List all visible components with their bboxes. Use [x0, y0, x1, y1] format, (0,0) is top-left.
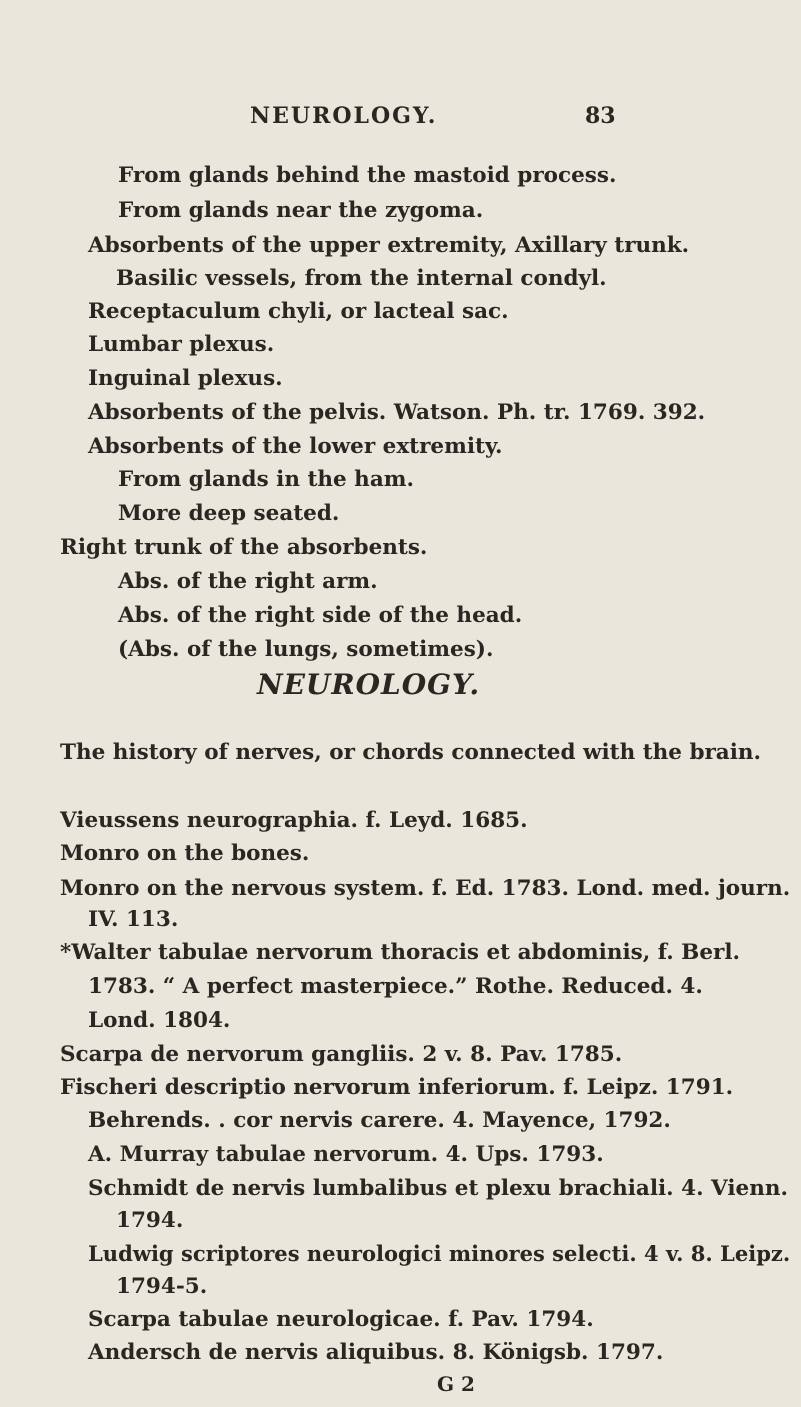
list-item: Lond. 1804.: [88, 1008, 231, 1033]
list-item: Inguinal plexus.: [88, 366, 283, 391]
list-item: Absorbents of the upper extremity, Axillary trunk.: [88, 233, 690, 258]
list-item: From glands in the ham.: [118, 467, 414, 492]
list-item: Abs. of the right arm.: [118, 569, 378, 594]
list-item: From glands behind the mastoid process.: [118, 163, 617, 188]
list-item: Behrends. . cor nervis carere. 4. Mayence, 1792.: [88, 1108, 671, 1133]
list-item: From glands near the zygoma.: [118, 198, 484, 223]
list-item: Absorbents of the pelvis. Watson. Ph. tr. 1769. 392.: [88, 400, 706, 425]
list-item: Abs. of the right side of the head.: [118, 603, 523, 628]
page-number: 83: [585, 103, 616, 129]
list-item: 1783. “ A perfect masterpiece.” Rothe. Reduced. 4.: [88, 974, 703, 999]
list-item: More deep seated.: [118, 501, 340, 526]
list-item: Schmidt de nervis lumbalibus et plexu brachiali. 4. Vienn.: [88, 1176, 788, 1201]
list-item: Fischeri descriptio nervorum inferiorum. f. Leipz. 1791.: [60, 1075, 734, 1100]
list-item: *Walter tabulae nervorum thoracis et abdominis, f. Berl.: [60, 940, 741, 965]
section-title: NEUROLOGY.: [257, 668, 481, 701]
list-item: 1794.: [116, 1208, 184, 1233]
list-item: (Abs. of the lungs, sometimes).: [118, 637, 494, 662]
list-item: Lumbar plexus.: [88, 332, 275, 357]
list-item: Andersch de nervis aliquibus. 8. Königsb. 1797.: [88, 1340, 664, 1365]
list-item: Vieussens neurographia. f. Leyd. 1685.: [60, 808, 528, 833]
list-item: Monro on the bones.: [60, 841, 310, 866]
list-item: Monro on the nervous system. f. Ed. 1783. Lond. med. journ.: [60, 876, 791, 901]
running-title: NEUROLOGY.: [250, 103, 438, 129]
list-item: A. Murray tabulae nervorum. 4. Ups. 1793.: [88, 1142, 604, 1167]
signature-mark: G 2: [437, 1372, 475, 1396]
list-item: Ludwig scriptores neurologici minores selecti. 4 v. 8. Leipz.: [88, 1242, 791, 1267]
list-item: Absorbents of the lower extremity.: [88, 434, 503, 459]
section-intro: The history of nerves, or chords connected with the brain.: [60, 740, 762, 765]
list-item: Right trunk of the absorbents.: [60, 535, 428, 560]
list-item: Scarpa de nervorum gangliis. 2 v. 8. Pav. 1785.: [60, 1042, 623, 1067]
list-item: IV. 113.: [88, 907, 179, 932]
list-item: 1794-5.: [116, 1274, 208, 1299]
list-item: Receptaculum chyli, or lacteal sac.: [88, 299, 509, 324]
list-item: Basilic vessels, from the internal condyl.: [116, 266, 607, 291]
list-item: Scarpa tabulae neurologicae. f. Pav. 1794.: [88, 1307, 594, 1332]
running-head: [0, 103, 801, 133]
